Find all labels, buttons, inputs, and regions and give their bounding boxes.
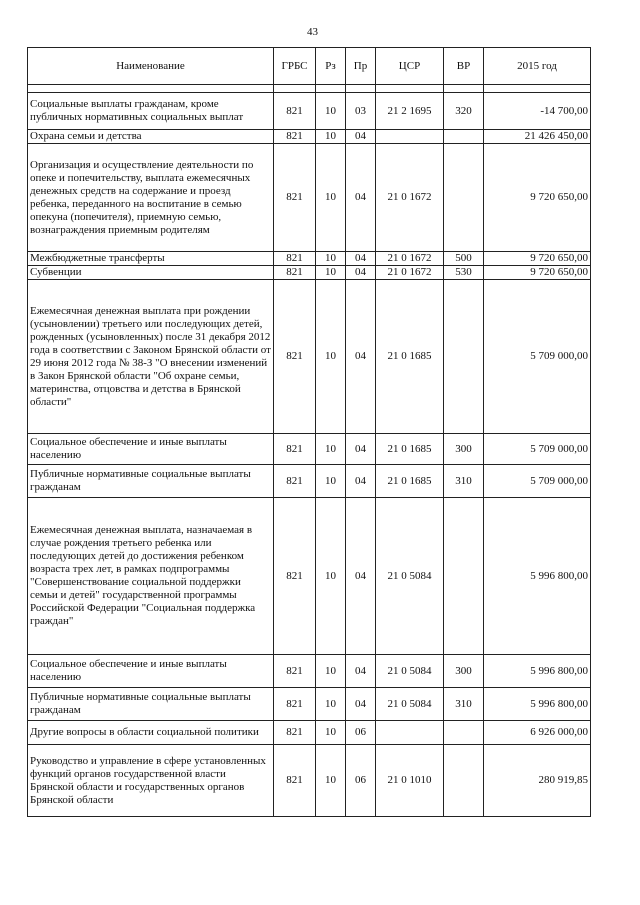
- row-pr: 04: [346, 280, 376, 434]
- table-row: [28, 465, 591, 498]
- row-csr: 21 0 5084: [376, 498, 444, 655]
- row-name: Охрана семьи и детства: [28, 130, 274, 144]
- row-vr: [444, 280, 484, 434]
- row-rz: 10: [316, 465, 346, 498]
- row-csr: 21 0 1685: [376, 434, 444, 465]
- row-grbs: 821: [274, 434, 316, 465]
- page-number: 43: [307, 26, 318, 38]
- row-csr: 21 0 5084: [376, 688, 444, 721]
- row-amount: 21 426 450,00: [484, 130, 591, 144]
- row-vr: 310: [444, 465, 484, 498]
- row-name: Публичные нормативные социальные выплаты гражданам: [28, 465, 274, 498]
- row-grbs: 821: [274, 498, 316, 655]
- row-rz: 10: [316, 498, 346, 655]
- row-name: Ежемесячная денежная выплата, назначаемая в случае рождения третьего ребенка или последующих детей до достижения ребенком возраста трех лет, в рамках подпрограммы "Совершенствование социальной поддержки семьи и детей" государственной программы Российской Федерации "Социальная поддержка граждан": [28, 498, 274, 655]
- row-pr: 03: [346, 93, 376, 130]
- row-csr: 21 0 5084: [376, 655, 444, 688]
- row-vr: [444, 498, 484, 655]
- row-pr: 06: [346, 745, 376, 817]
- header-grbs: ГРБС: [274, 48, 316, 85]
- row-csr: [376, 721, 444, 745]
- row-rz: 10: [316, 144, 346, 252]
- row-amount: 9 720 650,00: [484, 144, 591, 252]
- row-name: Организация и осуществление деятельности по опеке и попечительству, выплата ежемесячных денежных средств на содержание и проезд ребенка, переданного на воспитание в семью опекуна (попечителя), приемную семью, вознаграждения приемным родителям: [28, 144, 274, 252]
- row-grbs: 821: [274, 721, 316, 745]
- table-row: [28, 655, 591, 688]
- row-csr: 21 0 1672: [376, 252, 444, 266]
- row-csr: 21 0 1685: [376, 280, 444, 434]
- table-row: [28, 434, 591, 465]
- row-rz: 10: [316, 130, 346, 144]
- table-row: [28, 721, 591, 745]
- row-vr: 300: [444, 434, 484, 465]
- row-grbs: 821: [274, 144, 316, 252]
- row-grbs: 821: [274, 465, 316, 498]
- row-csr: 21 2 1695: [376, 93, 444, 130]
- row-rz: 10: [316, 280, 346, 434]
- row-pr: 04: [346, 130, 376, 144]
- row-amount: 9 720 650,00: [484, 266, 591, 280]
- table-row: [28, 93, 591, 130]
- row-name: Ежемесячная денежная выплата при рождении (усыновлении) третьего или последующих детей, рожденных (усыновленных) после 31 декабря 2012 года в соответствии с Законом Брянской области от 29 июня 2012 года № 38-З "О внесении изменений в Закон Брянской области "Об охране семьи, материнства, отцовства и детства в Брянской области": [28, 280, 274, 434]
- row-rz: 10: [316, 252, 346, 266]
- header-pr: Пр: [346, 48, 376, 85]
- row-rz: 10: [316, 745, 346, 817]
- table-row: [28, 688, 591, 721]
- table-row: [28, 252, 591, 266]
- spacer-row: [28, 85, 591, 93]
- row-grbs: 821: [274, 688, 316, 721]
- row-amount: 5 709 000,00: [484, 465, 591, 498]
- row-vr: 530: [444, 266, 484, 280]
- row-grbs: 821: [274, 655, 316, 688]
- header-amount: 2015 год: [484, 48, 591, 85]
- table-row: [28, 280, 591, 434]
- row-vr: [444, 745, 484, 817]
- row-name: Публичные нормативные социальные выплаты гражданам: [28, 688, 274, 721]
- row-vr: [444, 130, 484, 144]
- row-amount: 5 996 800,00: [484, 655, 591, 688]
- row-rz: 10: [316, 688, 346, 721]
- row-vr: 300: [444, 655, 484, 688]
- row-csr: 21 0 1685: [376, 465, 444, 498]
- row-vr: [444, 144, 484, 252]
- table-row: [28, 144, 591, 252]
- table-row: [28, 498, 591, 655]
- row-grbs: 821: [274, 252, 316, 266]
- row-amount: 9 720 650,00: [484, 252, 591, 266]
- row-pr: 04: [346, 252, 376, 266]
- row-rz: 10: [316, 655, 346, 688]
- row-amount: 5 996 800,00: [484, 688, 591, 721]
- row-pr: 04: [346, 434, 376, 465]
- row-pr: 04: [346, 655, 376, 688]
- row-name: Межбюджетные трансферты: [28, 252, 274, 266]
- row-csr: [376, 130, 444, 144]
- row-grbs: 821: [274, 130, 316, 144]
- row-amount: 6 926 000,00: [484, 721, 591, 745]
- header-vr: ВР: [444, 48, 484, 85]
- row-amount: 280 919,85: [484, 745, 591, 817]
- row-pr: 04: [346, 465, 376, 498]
- row-vr: 500: [444, 252, 484, 266]
- row-grbs: 821: [274, 266, 316, 280]
- row-name: Руководство и управление в сфере установленных функций органов государственной власти Брянской области и государственных органов Брянской области: [28, 745, 274, 817]
- row-pr: 06: [346, 721, 376, 745]
- row-pr: 04: [346, 688, 376, 721]
- table-row: [28, 130, 591, 144]
- budget-table: [27, 47, 591, 817]
- row-name: Социальное обеспечение и иные выплаты населению: [28, 434, 274, 465]
- row-pr: 04: [346, 266, 376, 280]
- row-grbs: 821: [274, 93, 316, 130]
- row-amount: 5 709 000,00: [484, 434, 591, 465]
- header-rz: Рз: [316, 48, 346, 85]
- row-rz: 10: [316, 266, 346, 280]
- row-amount: 5 709 000,00: [484, 280, 591, 434]
- row-csr: 21 0 1672: [376, 144, 444, 252]
- row-vr: 310: [444, 688, 484, 721]
- header-csr: ЦСР: [376, 48, 444, 85]
- row-rz: 10: [316, 434, 346, 465]
- table-row: [28, 266, 591, 280]
- row-pr: 04: [346, 498, 376, 655]
- row-name: Социальные выплаты гражданам, кроме публичных нормативных социальных выплат: [28, 93, 274, 130]
- row-vr: 320: [444, 93, 484, 130]
- row-amount: -14 700,00: [484, 93, 591, 130]
- row-csr: 21 0 1672: [376, 266, 444, 280]
- row-rz: 10: [316, 93, 346, 130]
- row-name: Социальное обеспечение и иные выплаты населению: [28, 655, 274, 688]
- table-header-row: [28, 48, 591, 85]
- row-csr: 21 0 1010: [376, 745, 444, 817]
- table-row: [28, 745, 591, 817]
- row-vr: [444, 721, 484, 745]
- header-name: Наименование: [28, 48, 274, 85]
- row-grbs: 821: [274, 745, 316, 817]
- row-amount: 5 996 800,00: [484, 498, 591, 655]
- row-name: Субвенции: [28, 266, 274, 280]
- row-name: Другие вопросы в области социальной политики: [28, 721, 274, 745]
- row-grbs: 821: [274, 280, 316, 434]
- row-pr: 04: [346, 144, 376, 252]
- row-rz: 10: [316, 721, 346, 745]
